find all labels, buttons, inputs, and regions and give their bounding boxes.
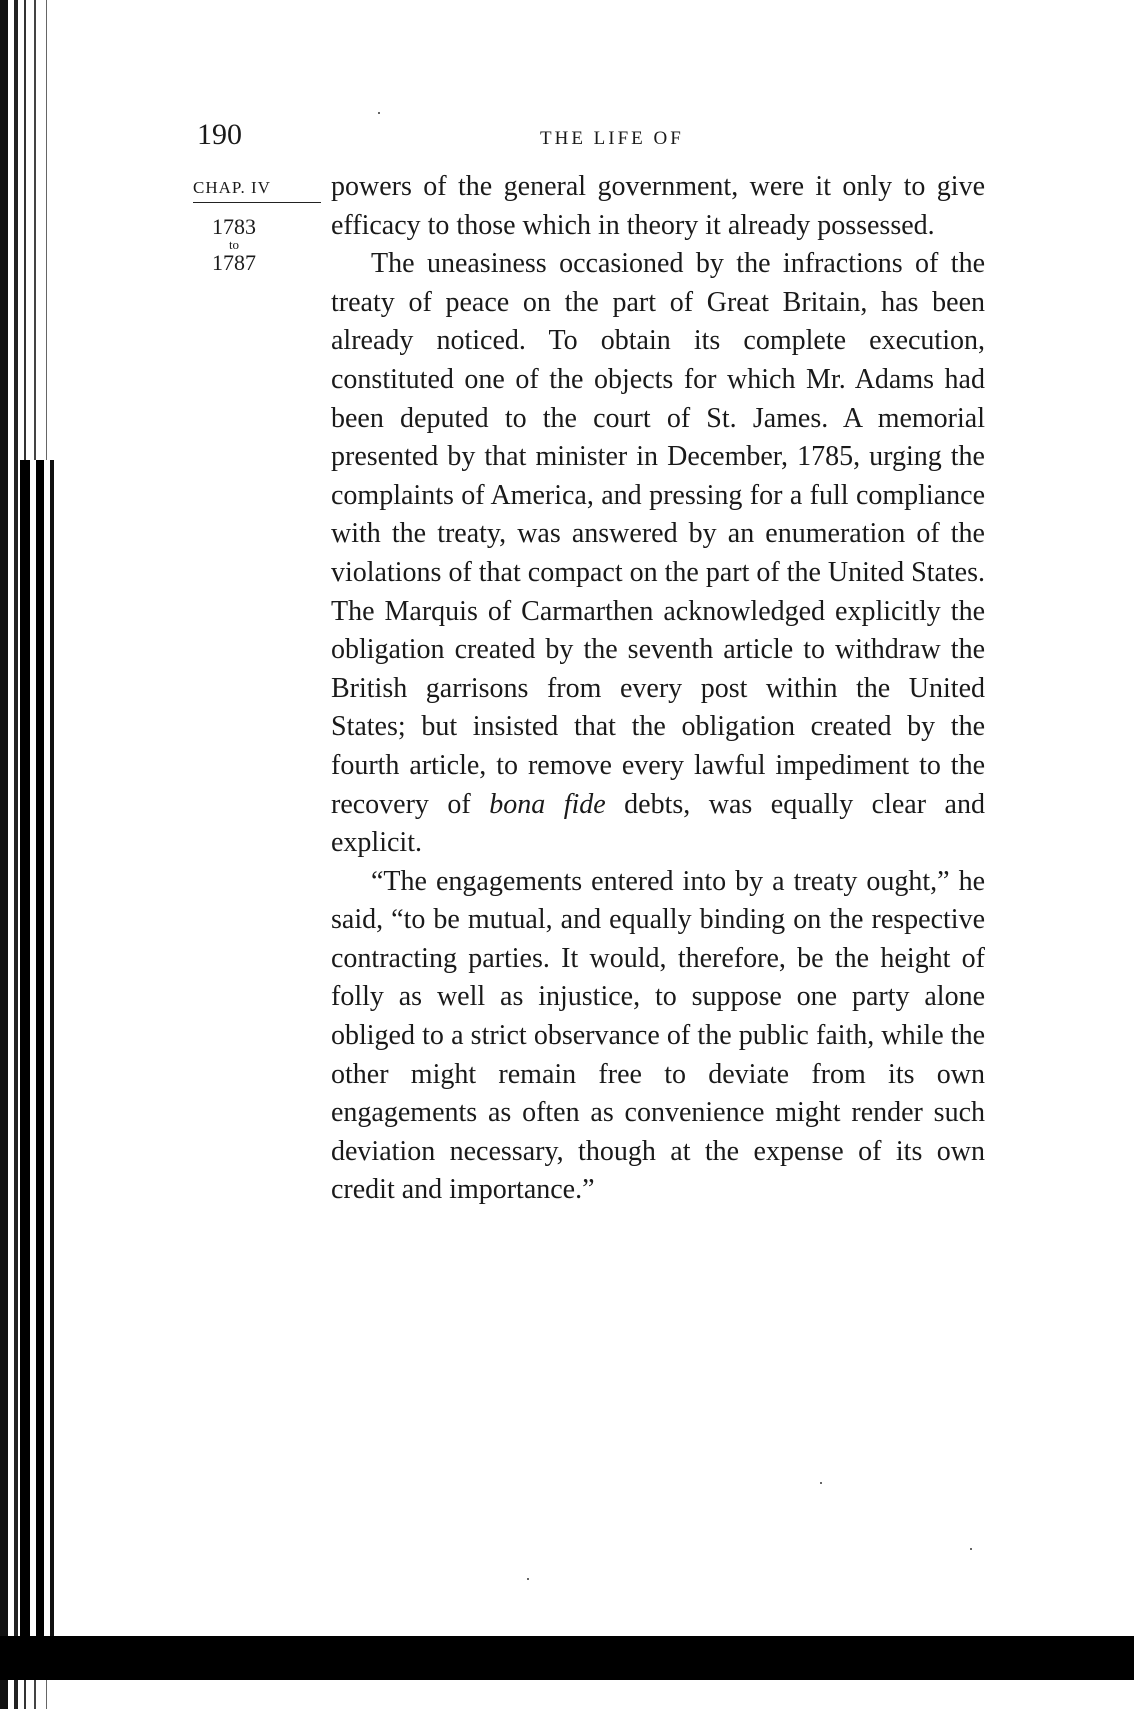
paragraph-2-end: debts, was equally clear and explicit.	[331, 788, 985, 859]
paragraph-2-italic: bona fide	[489, 788, 606, 820]
scan-speck	[378, 112, 380, 114]
paragraph-3: “The engagements entered into by a treaty ought,” he said, “to be mutual, and equally binding on the respective contracting parties. It would, therefore, be the height of folly as well as injustice, to suppose one party alone obliged to a strict observance of the public faith, while the other might remain free to deviate from its own engagements as often as convenience might render such deviation necessary, though at the expense of its own credit and importance.”	[331, 865, 985, 1206]
year-start: 1783	[212, 214, 256, 239]
scan-bottom-edge	[0, 1636, 1134, 1680]
year-end: 1787	[212, 250, 256, 275]
paragraph-2	[331, 245, 985, 863]
scan-speck	[527, 1578, 529, 1580]
scan-speck	[820, 1482, 822, 1484]
running-head: THE LIFE OF	[540, 128, 684, 149]
paragraph-2-text: The uneasiness occasioned by the infractions of the treaty of peace on the part of Great Britain, has been already noticed. To obtain its complete execution, constituted one of the objects for which Mr. Adams had been deputed to the court of St. James. A memorial presented by that minister in December, 1785, urging the complaints of America, and pressing for a full compliance with the treaty, was answered by an enumeration of the violations of that compact on the part of the United States. The Marquis of Carmarthen acknowledged explicitly the obligation created by the seventh article to withdraw the British garrisons from every post within the United States; but insisted that the obligation created by the fourth article, to remove every lawful impediment to the recovery of	[331, 248, 985, 820]
paragraph-1: powers of the general government, were it only to give efficacy to those which in theory it already possessed.	[331, 171, 985, 241]
book-binding-shadow	[20, 460, 60, 1660]
body-text	[331, 168, 985, 1210]
page-number: 190	[197, 118, 242, 151]
chapter-label: CHAP. IV	[193, 178, 321, 203]
margin-note	[193, 178, 303, 275]
scan-speck	[970, 1548, 972, 1550]
year-to: to	[228, 237, 240, 252]
